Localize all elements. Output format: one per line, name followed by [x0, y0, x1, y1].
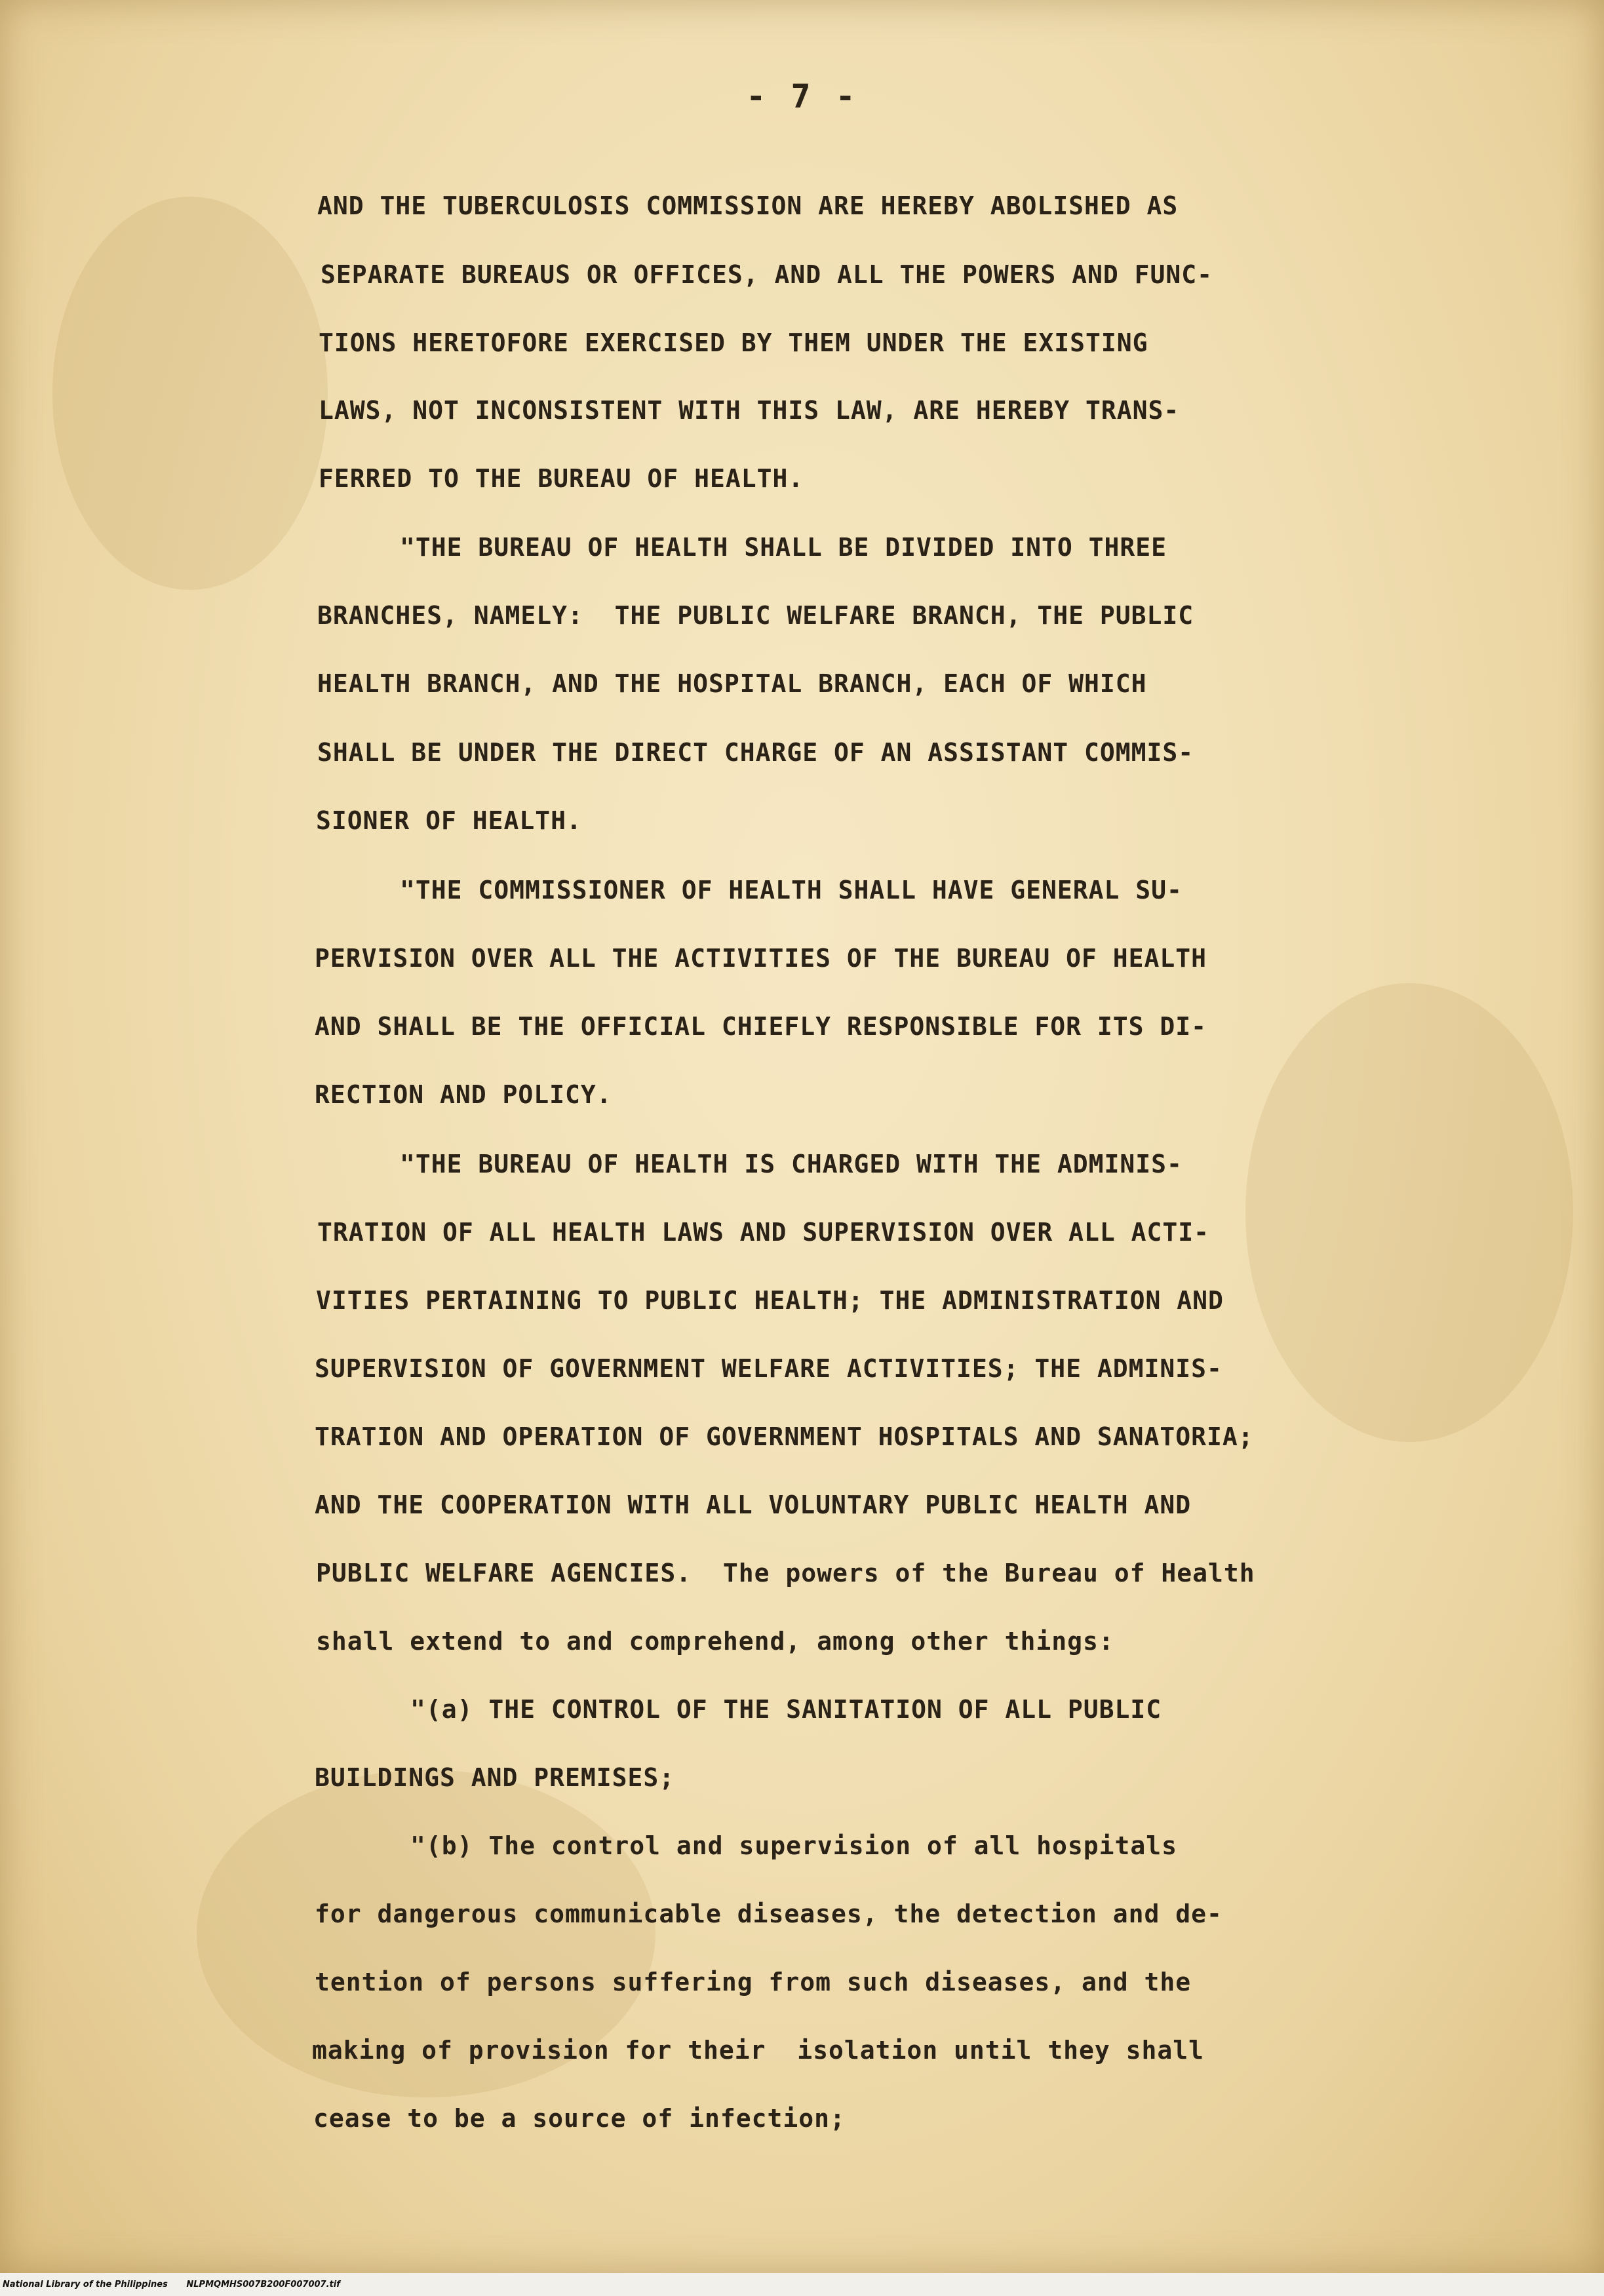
text-line: PERVISION OVER ALL THE ACTIVITIES OF THE BUREAU OF HEALTH [315, 944, 1207, 973]
text-line: "(b) The control and supervision of all hospitals [410, 1831, 1178, 1860]
text-line: SUPERVISION OF GOVERNMENT WELFARE ACTIVITIES; THE ADMINIS- [315, 1354, 1223, 1383]
text-line: SEPARATE BUREAUS OR OFFICES, AND ALL THE POWERS AND FUNC- [321, 260, 1213, 289]
text-line: HEALTH BRANCH, AND THE HOSPITAL BRANCH, EACH OF WHICH [317, 669, 1147, 698]
text-line: AND THE COOPERATION WITH ALL VOLUNTARY PUBLIC HEALTH AND [315, 1490, 1192, 1519]
text-line: SIONER OF HEALTH. [316, 806, 582, 835]
text-line: AND THE TUBERCULOSIS COMMISSION ARE HEREBY ABOLISHED AS [317, 191, 1179, 220]
paper-stain [1245, 983, 1573, 1442]
text-line: tention of persons suffering from such diseases, and the [315, 1968, 1192, 1996]
text-line: TRATION AND OPERATION OF GOVERNMENT HOSPITALS AND SANATORIA; [315, 1422, 1254, 1451]
text-line: BRANCHES, NAMELY: THE PUBLIC WELFARE BRANCH, THE PUBLIC [317, 601, 1194, 630]
text-line: SHALL BE UNDER THE DIRECT CHARGE OF AN ASSISTANT COMMIS- [317, 738, 1194, 767]
page-number: - 7 - [746, 77, 858, 115]
text-line: "THE BUREAU OF HEALTH IS CHARGED WITH THE ADMINIS- [400, 1150, 1183, 1178]
text-line: "THE BUREAU OF HEALTH SHALL BE DIVIDED INTO THREE [400, 533, 1167, 562]
text-line: LAWS, NOT INCONSISTENT WITH THIS LAW, ARE HEREBY TRANS- [319, 396, 1180, 425]
text-line: TRATION OF ALL HEALTH LAWS AND SUPERVISION OVER ALL ACTI- [317, 1218, 1210, 1247]
text-line: RECTION AND POLICY. [315, 1080, 612, 1109]
text-line: for dangerous communicable diseases, the detection and de- [315, 1899, 1223, 1928]
text-line: BUILDINGS AND PREMISES; [315, 1763, 675, 1792]
text-line: FERRED TO THE BUREAU OF HEALTH. [319, 464, 804, 493]
footer-library: National Library of the Philippines [3, 2280, 168, 2289]
text-line: shall extend to and comprehend, among other things: [316, 1627, 1114, 1656]
footer-filename: NLPMQMHS007B200F007007.tif [186, 2280, 340, 2289]
text-line: VITIES PERTAINING TO PUBLIC HEALTH; THE ADMINISTRATION AND [316, 1286, 1224, 1315]
archive-footer [0, 2273, 1604, 2296]
text-line: cease to be a source of infection; [313, 2104, 846, 2133]
text-line: "THE COMMISSIONER OF HEALTH SHALL HAVE GENERAL SU- [400, 876, 1183, 905]
text-line: making of provision for their isolation until they shall [312, 2036, 1205, 2065]
text-line: "(a) THE CONTROL OF THE SANITATION OF ALL PUBLIC [410, 1695, 1162, 1724]
text-line: PUBLIC WELFARE AGENCIES. The powers of the Bureau of Health [316, 1559, 1255, 1587]
paper-stain [52, 197, 328, 590]
text-line: TIONS HERETOFORE EXERCISED BY THEM UNDER THE EXISTING [319, 328, 1148, 357]
text-line: AND SHALL BE THE OFFICIAL CHIEFLY RESPONSIBLE FOR ITS DI- [315, 1012, 1207, 1041]
